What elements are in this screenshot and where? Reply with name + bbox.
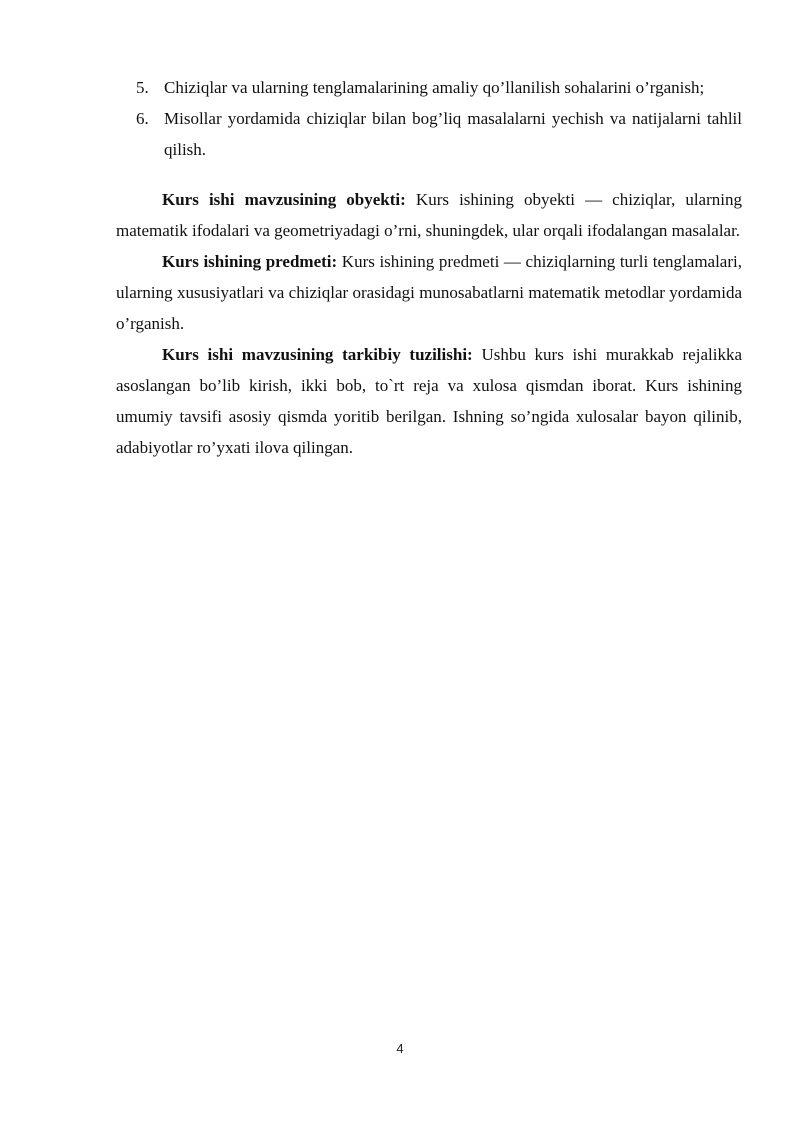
paragraph-subject	[116, 246, 742, 339]
paragraph-structure	[116, 339, 742, 463]
paragraph-object	[116, 184, 742, 246]
list-item-text: Chiziqlar va ularning tenglamalarining amaliy qo’llanilish sohalarini o’rganish;	[164, 78, 705, 97]
list-item-text: Misollar yordamida chiziqlar bilan bog’liq masalalarni yechish va natijalarni tahlil qilish.	[164, 109, 742, 159]
paragraph-heading: Kurs ishi mavzusining obyekti:	[162, 190, 406, 209]
paragraph-text: Kurs ishining obyekti — chiziqlar, ularning matematik ifodalari va geometriyadagi o’rni, shuningdek, ular orqali ifodalangan masalalar.	[116, 190, 742, 240]
paragraph-heading: Kurs ishining predmeti:	[162, 252, 338, 271]
list-item-number: 6.	[136, 109, 149, 128]
paragraph-text: Ushbu kurs ishi murakkab rejalikka asoslangan bo’lib kirish, ikki bob, to`rt reja va xulosa qismdan iborat. Kurs ishining umumiy tavsifi asosiy qismda yoritib berilgan. Ishning so’ngida xulosalar bayon qilinib, adabiyotlar ro’yxati ilova qilingan.	[116, 345, 742, 457]
objectives-list	[116, 72, 742, 165]
page-content	[116, 72, 742, 463]
paragraph-text: Kurs ishining predmeti — chiziqlarning turli tenglamalari, ularning xususiyatlari va chiziqlar orasidagi munosabatlarni matematik metodlar yordamida o’rganish.	[116, 252, 742, 333]
page-number: 4	[396, 1041, 404, 1056]
list-item	[116, 103, 742, 165]
list-item-number: 5.	[136, 78, 149, 97]
paragraph-heading: Kurs ishi mavzusining tarkibiy tuzilishi:	[162, 345, 473, 364]
list-item	[116, 72, 742, 103]
